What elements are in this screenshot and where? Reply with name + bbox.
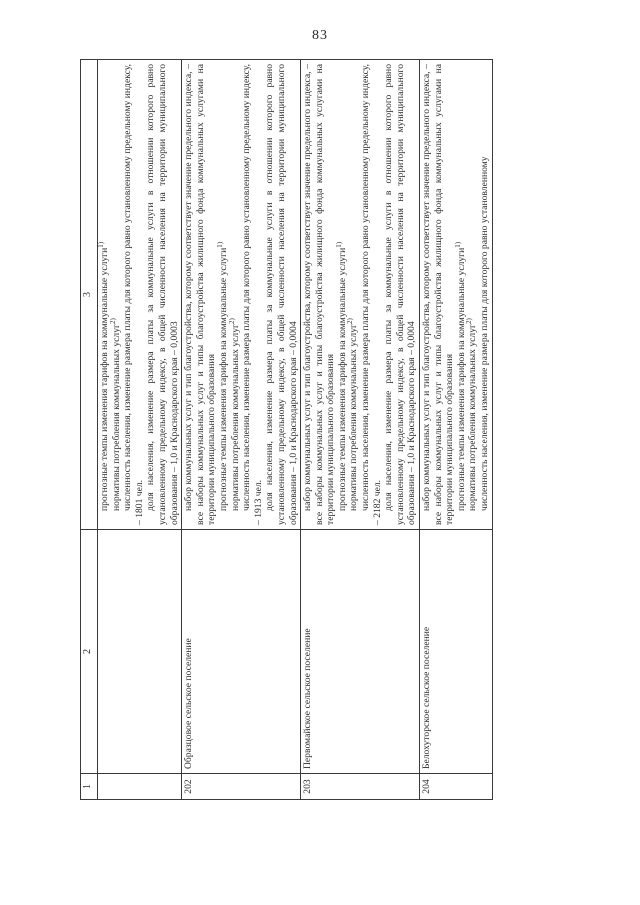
settlement-name: Белохуторское сельское поселение [420, 530, 493, 774]
settlement-name: Образцовое сельское поселение [182, 530, 301, 774]
footnote-marker: 1) [334, 241, 343, 248]
description-line [383, 64, 418, 525]
line-text: численность населения, изменение размера платы для которого равно установленному предельному индексу, – 1913 чел. [241, 64, 264, 525]
table-row [420, 60, 493, 800]
description-line [421, 64, 456, 525]
footnote-marker: 2) [465, 318, 474, 325]
line-text: нормативы потребления коммунальных услуг [348, 324, 360, 511]
line-text: набор коммунальных услуг и тип благоустройства, которому соответствует значение предельного индекса, – все наборы коммунальных услуг и типы благоустройства жилищного фонда коммунальных услугами на территории муниципального образования [421, 64, 456, 525]
line-text: доля населения, изменение размера платы за коммунальные услуги в отношении которого равно установленному предельному индексу, в общей численности населения на территории муниципального образования – 1,0 и Краснодарского края – 0,0004 [264, 64, 299, 525]
footnote-marker: 2) [108, 318, 117, 325]
line-text: прогнозные темпы изменения тарифов на коммунальные услуги [455, 247, 467, 511]
row-number: 203 [301, 774, 420, 800]
line-text: прогнозные темпы изменения тарифов на коммунальные услуги [336, 247, 348, 511]
row-number [98, 774, 182, 800]
description-line [302, 64, 337, 525]
description-line [145, 64, 180, 525]
table-row [301, 60, 420, 800]
table-header-row [81, 60, 98, 800]
page-number: 83 [312, 28, 328, 43]
description-line [108, 64, 123, 525]
description-line [183, 64, 218, 525]
table-row [182, 60, 301, 800]
line-text: прогнозные темпы изменения тарифов на коммунальные услуги [99, 247, 110, 511]
line-text: нормативы потребления коммунальных услуг [467, 324, 479, 511]
row-description [420, 60, 493, 530]
line-text: численность населения, изменение размера платы для которого равно установленному [479, 156, 490, 511]
line-text: нормативы потребления коммунальных услуг [229, 324, 241, 511]
description-line [348, 64, 360, 525]
footnote-marker: 1) [453, 241, 462, 248]
description-line [334, 64, 349, 525]
line-text: нормативы потребления коммунальных услуг [110, 324, 122, 511]
row-number: 204 [420, 774, 493, 800]
header-col-3: 3 [81, 60, 98, 530]
footnote-marker: 2) [227, 318, 236, 325]
row-description [98, 60, 182, 530]
row-number: 202 [182, 774, 301, 800]
line-text: набор коммунальных услуг и тип благоустройства, которому соответствует значение предельного индекса, – все наборы коммунальных услуг и типы благоустройства жилищного фонда коммунальных услугами на территории муниципального образования [302, 64, 337, 525]
row-description [182, 60, 301, 530]
footnote-marker: 1) [96, 241, 105, 248]
line-text: доля населения, изменение размера платы за коммунальные услуги в отношении которого равно установленному предельному индексу, в общей численности населения на территории муниципального образования – 1,0 и Краснодарского края – 0,0003 [145, 64, 180, 525]
footnote-marker: 2) [346, 318, 355, 325]
continuation-row [98, 60, 182, 800]
line-text: численность населения, изменение размера платы для которого равно установленному предельному индексу, – 1801 чел. [122, 64, 145, 525]
line-text: набор коммунальных услуг и тип благоустройства, которому соответствует значение предельного индекса, – все наборы коммунальных услуг и типы благоустройства жилищного фонда коммунальных услугами на территории муниципального образования [183, 64, 218, 525]
description-line [453, 64, 468, 525]
line-text: доля населения, изменение размера платы за коммунальные услуги в отношении которого равно установленному предельному индексу, в общей численности населения на территории муниципального образования – 1,0 и Краснодарского края – 0,0004 [383, 64, 418, 525]
description-line [227, 64, 242, 525]
description-line [122, 64, 145, 525]
description-line [264, 64, 299, 525]
settlement-name: Первомайское сельское поселение [301, 530, 420, 774]
header-col-2: 2 [81, 530, 98, 774]
header-col-1: 1 [81, 774, 98, 800]
description-line [360, 64, 383, 525]
description-line [96, 64, 111, 525]
row-description [301, 60, 420, 530]
description-line [215, 64, 230, 525]
line-text: прогнозные темпы изменения тарифов на коммунальные услуги [217, 247, 229, 511]
tariff-table [80, 59, 493, 800]
description-line [479, 64, 491, 525]
settlement-name [98, 530, 182, 774]
footnote-marker: 1) [215, 241, 224, 248]
description-line [467, 64, 479, 525]
line-text: численность населения, изменение размера платы для которого равно установленному предельному индексу, – 2182 чел. [360, 64, 383, 525]
rotated-table-wrapper [80, 60, 570, 800]
description-line [241, 64, 264, 525]
